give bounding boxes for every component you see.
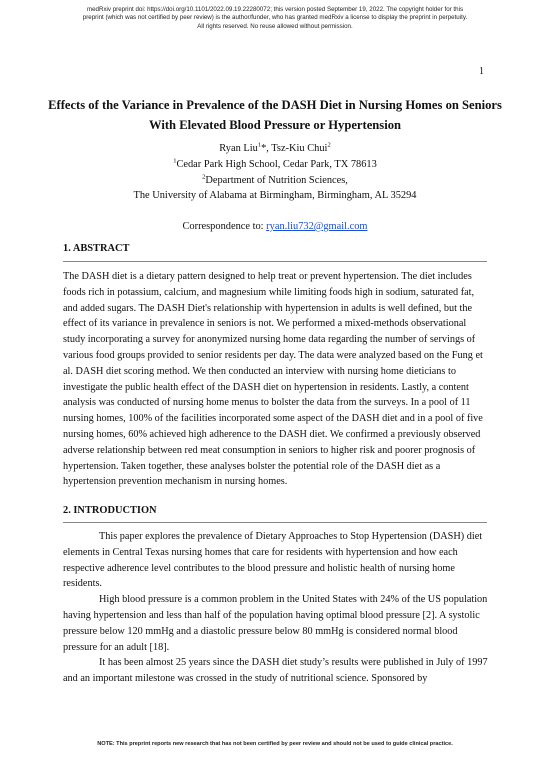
author-name-2: Tsz-Kiu Chui: [271, 143, 328, 154]
header-line-2: preprint (which was not certified by peer review) is the author/funder, who has granted medRxiv a license to display the preprint in perpetuity.: [82, 14, 468, 22]
introduction-body: [63, 529, 490, 687]
abstract-paragraph: The DASH diet is a dietary pattern designed to help treat or prevent hypertension. The diet includes foods rich in potassium, calcium, and magnesium while limiting foods high in sodium, saturated fat, and added sugars. The DASH Diet's relationship with hypertension in adults is well defined, but the effect of its variance in prevalence in seniors is not. We performed a mixed-methods observational study incorporating a survey for anonymized nursing home data regarding the number of servings of various food groups provided to senior residents per day. The data were analyzed based on the Fung et al. DASH diet scoring method. We then conducted an interview with nursing home dieticians to investigate the public health effect of the DASH diet on hypertension in residents. Lastly, a content analysis was conducted of nursing home menus to bolster the data from the surveys. In a pool of 11 nursing homes, 100% of the facilities incorporated some aspect of the DASH diet and in a pool of five nursing homes, 60% achieved high adherence to the DASH diet. We confirmed a previously observed adverse relationship between red meat consumption in seniors to higher risk and poorer prognosis of hypertension. Taken together, these analyses bolster the potential role of the DASH diet as a hypertension prevention mechanism in nursing homes.: [63, 271, 483, 488]
preprint-header: [30, 6, 520, 31]
preprint-footer-note: NOTE: This preprint reports new research that has not been certified by peer review and should not be used to guide clinical practice.: [97, 741, 453, 747]
intro-paragraph-3: It has been almost 25 years since the DASH diet study’s results were published in July of 1997 and an important milestone was crossed in the study of nutritional science. Sponsored by: [63, 657, 488, 685]
header-line-1: medRxiv preprint doi: https://doi.org/10.1101/2022.09.19.22280072; this version posted September 19, 2022. The copyright holder for this: [86, 6, 464, 13]
doi-link[interactable]: https://doi.org/10.1101/2022.09.19.22280072: [147, 6, 271, 13]
abstract-heading: 1. ABSTRACT: [63, 243, 130, 254]
affiliation-2: $^2$Department of Nutrition Sciences,: [202, 173, 348, 186]
author-name-1: Ryan Liu: [219, 143, 258, 154]
paper-title: Effects of the Variance in Prevalence of the DASH Diet in Nursing Homes on Seniors With Elevated Blood Pressure or Hypertension: [48, 98, 502, 132]
abstract-body: [63, 269, 490, 490]
affiliation-1: $^1$Cedar Park High School, Cedar Park, TX 78613: [173, 157, 377, 170]
author-block: [60, 141, 490, 204]
introduction-divider: [63, 522, 487, 523]
correspondence: Correspondence to: ryan.liu732@gmail.com: [182, 221, 368, 232]
affiliation-3: The University of Alabama at Birmingham, Birmingham, AL 35294: [133, 190, 417, 202]
abstract-divider: [63, 261, 487, 262]
correspondence-email-link[interactable]: ryan.liu732@gmail.com: [266, 221, 368, 232]
header-line-3: All rights reserved. No reuse allowed without permission.: [197, 22, 353, 30]
author-names: Ryan Liu$^1$*, Tsz-Kiu Chui$^2$: [219, 141, 331, 154]
intro-paragraph-1: This paper explores the prevalence of Dietary Approaches to Stop Hypertension (DASH) diet elements in Central Texas nursing homes that care for residents with hypertension and how each respective adherence level contributes to the blood pressure and holistic health of nursing home residents.: [63, 531, 483, 590]
intro-paragraph-2: High blood pressure is a common problem in the United States with 24% of the US population having hypertension and less than half of the population having optimal blood pressure [2]. A systolic pressure below 120 mmHg and a diastolic pressure below 80 mmHg is considered normal blood pressure for an adult [18].: [63, 594, 488, 653]
introduction-heading: 2. INTRODUCTION: [63, 505, 157, 516]
page-number: 1: [479, 66, 484, 77]
